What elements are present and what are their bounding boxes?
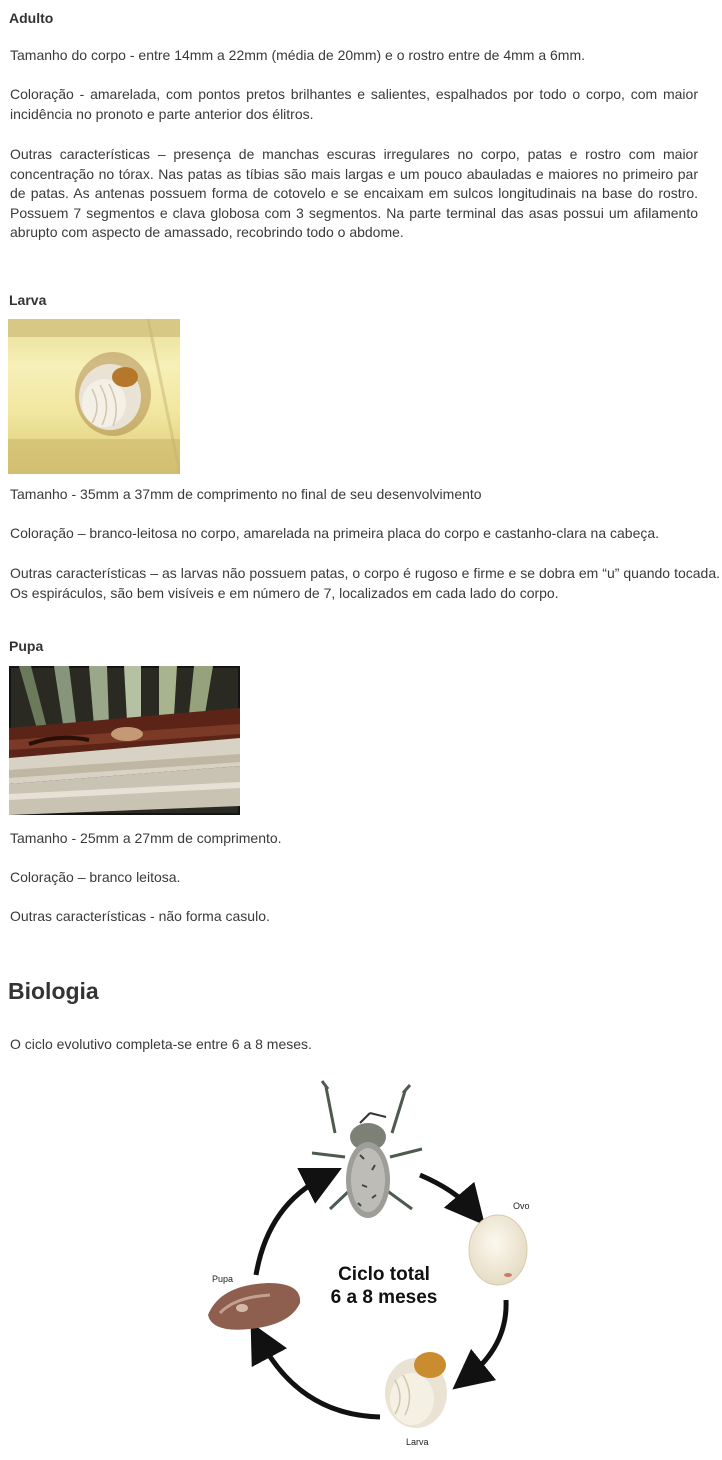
larva-tamanho-text: Tamanho - 35mm a 37mm de comprimento no final de seu desenvolvimento [10,486,482,502]
arrow-larva-to-pupa [260,1340,380,1417]
biologia-ciclo-text: O ciclo evolutivo completa-se entre 6 a 8 meses. [10,1036,312,1052]
label-larva: Larva [406,1437,429,1447]
adulto-tamanho-text: Tamanho do corpo - entre 14mm a 22mm (média de 20mm) e o rostro entre de 4mm a 6mm. [10,47,586,63]
adulto-heading: Adulto [9,10,54,26]
biologia-heading: Biologia [8,978,99,1004]
arrow-egg-to-larva [468,1300,506,1377]
adulto-coloracao-text: Coloração - amarelada, com pontos pretos brilhantes e salientes, espalhados por todo o corpo, com maior incidência no pronoto e parte anterior dos élitros. [10,86,698,122]
pupa-caracteristicas-text: Outras características - não forma casulo. [10,908,270,924]
adulto-caracteristicas-text: Outras características – presença de manchas escuras irregulares no corpo, patas e rostro com maior concentração no tórax. Nas patas as tíbias são mais largas e um pouco abauladas e maiores no primeiro par de patas. As antenas possuem forma de cotovelo e se encaixam em sulcos longitudinais na base do rostro. Possuem 7 segmentos e clava globosa com 3 segmentos. Na parte terminal das asas possui um afilamento abrupto com aspecto de amassado, recobrindo todo o abdome. [10,146,698,240]
cycle-total-line1: Ciclo total [338,1264,430,1285]
cycle-total-line2: 6 a 8 meses [330,1287,438,1308]
life-cycle-diagram [190,1075,550,1455]
pupa-coloracao-text: Coloração – branco leitosa. [10,869,181,885]
label-pupa: Pupa [212,1274,234,1284]
pupa-icon [208,1283,300,1330]
adult-weevil-icon [312,1081,422,1218]
larva-icon [385,1352,447,1428]
pupa-photo [9,666,240,815]
arrow-adult-to-egg [420,1175,472,1210]
label-ovo: Ovo [513,1201,530,1211]
larva-heading: Larva [9,292,47,308]
egg-icon [469,1215,527,1285]
pupa-tamanho-text: Tamanho - 25mm a 27mm de comprimento. [10,830,282,846]
pupa-heading: Pupa [9,638,44,654]
arrow-pupa-to-adult [256,1177,324,1275]
larva-coloracao-text: Coloração – branco-leitosa no corpo, amarelada na primeira placa do corpo e castanho-clara na cabeça. [10,525,660,541]
larva-photo [8,319,180,474]
larva-caracteristicas-text: Outras características – as larvas não possuem patas, o corpo é rugoso e firme e se dobra em “u” quando tocada. Os espiráculos, são bem visíveis e em número de 7, localizados em cada lado do corpo. [10,565,720,601]
